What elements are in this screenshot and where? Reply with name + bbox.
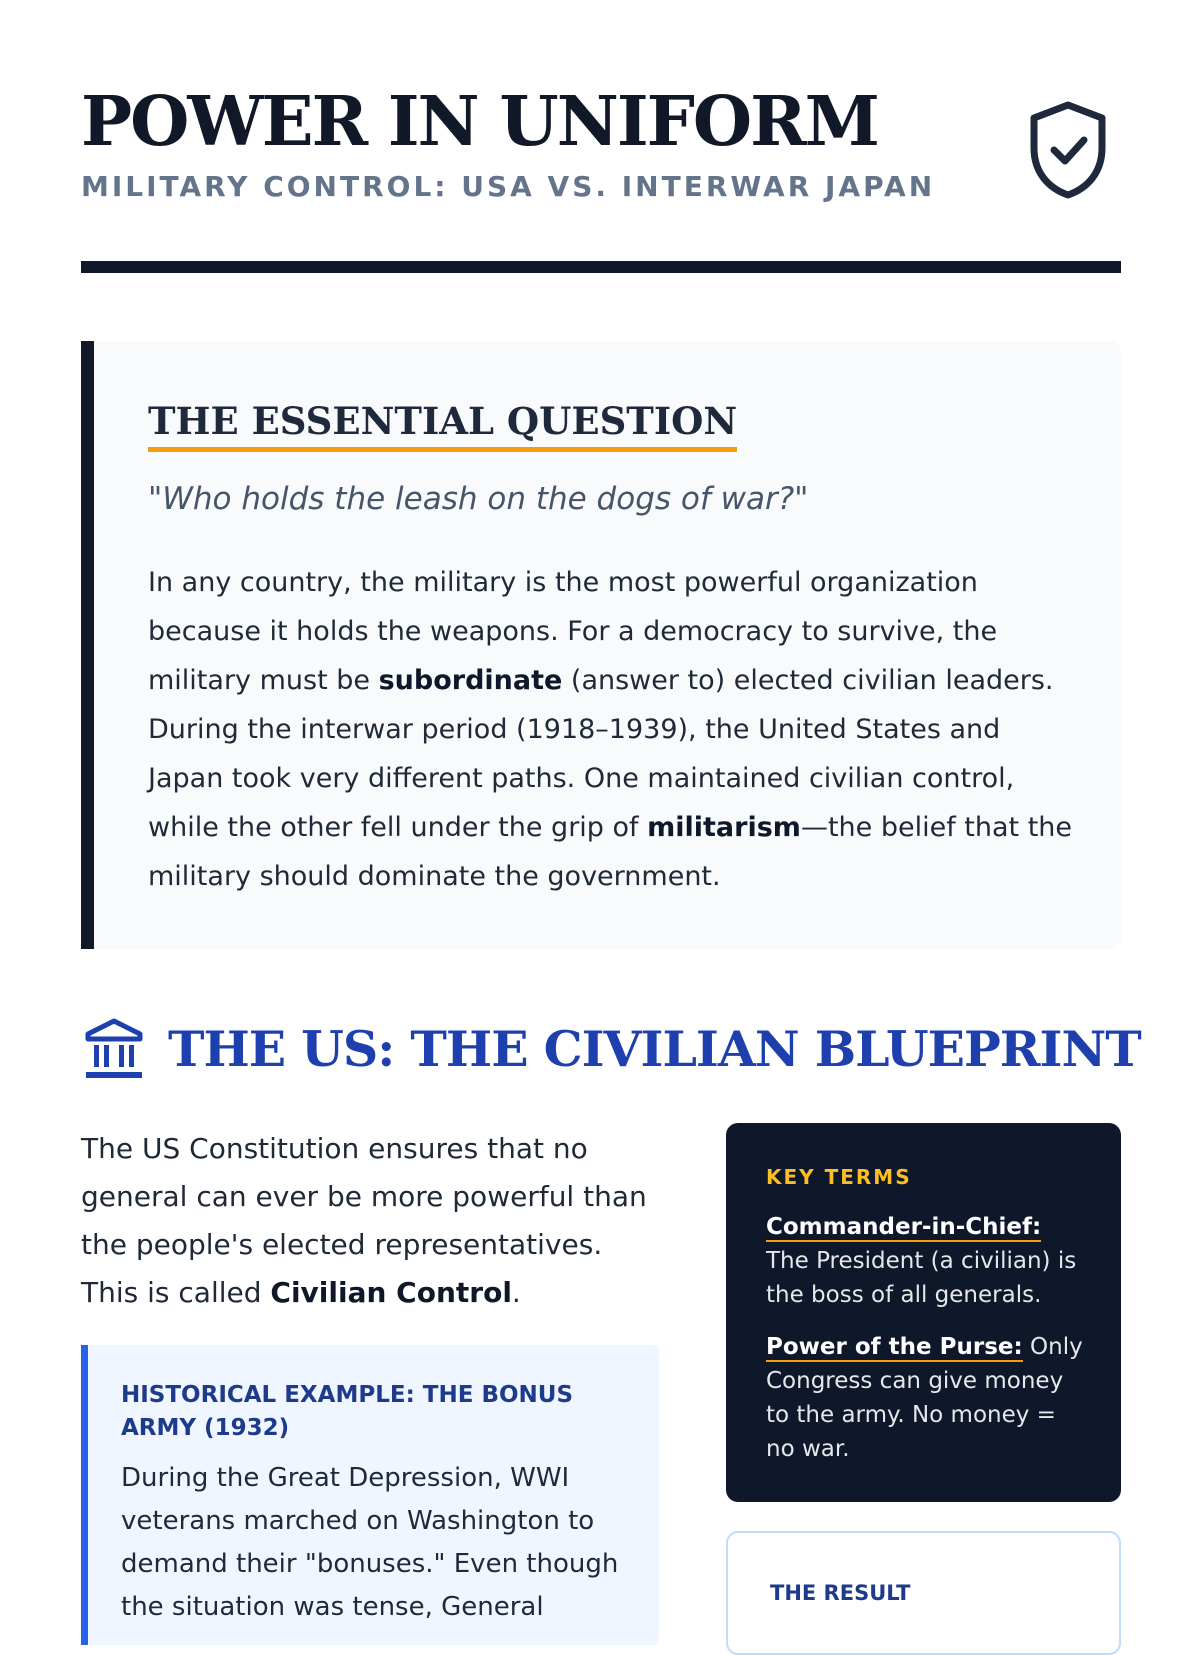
page-title: POWER IN UNIFORM [81,82,878,162]
us-section-heading [84,1016,1141,1086]
essential-question-quote: "Who holds the leash on the dogs of war?" [148,481,809,517]
shield-check-icon [1026,100,1110,200]
historical-example-card [81,1345,659,1645]
term-militarism: militarism [647,812,801,843]
key-term-definition: Only Congress can give money to the army. No money = no war. [766,1334,1083,1462]
us-section-title: THE US: THE CIVILIAN BLUEPRINT [168,1020,1141,1078]
header [81,84,1121,203]
bank-icon [84,1018,144,1080]
body-text: (answer to) elected civilian leaders. During the interwar period (1918–1939), the United States and Japan took very different paths. One maintained civilian control, while the other fell under the grip of [148,665,1054,843]
key-term-name: Power of the Purse: [766,1334,1023,1360]
key-term-definition: The President (a civilian) is the boss of all generals. [766,1248,1077,1308]
result-card [726,1531,1121,1655]
body-text: —the belief that the military should dominate the government. [148,812,1073,892]
card-accent-bar [81,1345,88,1645]
us-intro-paragraph [81,1125,661,1317]
page-subtitle: MILITARY CONTROL: USA VS. INTERWAR JAPAN [81,170,936,203]
key-term-name: Commander-in-Chief: [766,1214,1042,1240]
card-accent-bar [81,341,94,949]
body-text: In any country, the military is the most powerful organization because it holds the weapons. For a democracy to survive, the military must be [148,567,998,696]
essential-question-heading: THE ESSENTIAL QUESTION [148,399,737,452]
header-divider [81,261,1121,273]
key-term-item [766,1330,1086,1466]
key-terms-card [726,1123,1121,1502]
body-text: . [511,1276,521,1309]
essential-question-body [148,558,1078,901]
key-term-item [766,1210,1086,1312]
historical-example-heading: HISTORICAL EXAMPLE: THE BONUS ARMY (1932) [121,1382,574,1441]
body-text: The US Constitution ensures that no general can ever be more powerful than the people's elected representatives. This is called [81,1132,647,1309]
term-subordinate: subordinate [378,665,563,696]
historical-example-body: During the Great Depression, WWI veterans marched on Washington to demand their "bonuses." Even though the situation was tense, General [121,1463,619,1622]
term-civilian-control: Civilian Control [270,1276,512,1309]
key-terms-label: KEY TERMS [766,1165,912,1189]
essential-question-card [81,341,1121,949]
result-label: THE RESULT [770,1581,911,1605]
